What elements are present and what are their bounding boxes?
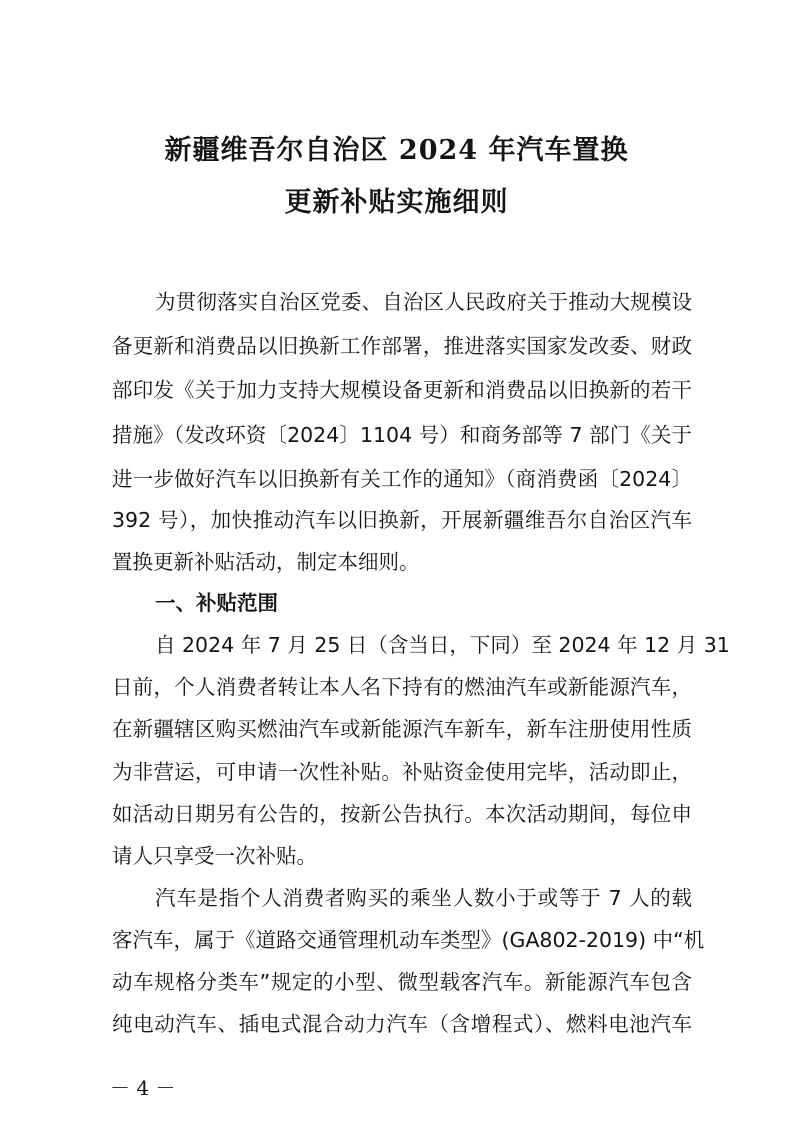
paragraph-2-line-4: 为非营运，可申请一次性补贴。补贴资金使用完毕，活动即止， <box>112 760 692 784</box>
paragraph-1-line-6: 392 号），加快推动汽车以旧换新，开展新疆维吾尔自治区汽车 <box>112 508 692 532</box>
paragraph-2-line-2: 日前，个人消费者转让本人名下持有的燃油汽车或新能源汽车， <box>112 675 692 699</box>
page-number: － 4 － <box>110 1076 176 1100</box>
paragraph-3-line-3: 动车规格分类车”规定的小型、微型载客汽车。新能源汽车包含 <box>112 970 692 994</box>
document-title-line-2: 更新补贴实施细则 <box>284 187 509 218</box>
paragraph-1-line-7: 置换更新补贴活动，制定本细则。 <box>112 550 420 574</box>
paragraph-2-line-1: 自 2024 年 7 月 25 日（含当日，下同）至 2024 年 12 月 31 <box>155 633 730 657</box>
paragraph-2-line-3: 在新疆辖区购买燃油汽车或新能源汽车新车，新车注册使用性质 <box>112 717 692 741</box>
section-heading-subsidy-scope: 一、补贴范围 <box>155 591 278 615</box>
paragraph-1-line-1: 为贯彻落实自治区党委、自治区人民政府关于推动大规模设 <box>155 290 692 314</box>
paragraph-1-line-3: 部印发《关于加力支持大规模设备更新和消费品以旧换新的若干 <box>112 378 692 402</box>
paragraph-1-line-5: 进一步做好汽车以旧换新有关工作的通知》（商消费函〔2024〕 <box>112 467 692 491</box>
paragraph-2-line-6: 请人只享受一次补贴。 <box>112 844 317 868</box>
paragraph-1-line-4: 措施》（发改环资〔2024〕1104 号）和商务部等 7 部门《关于 <box>112 423 692 447</box>
paragraph-3-line-1: 汽车是指个人消费者购买的乘坐人数小于或等于 7 人的载 <box>155 886 692 910</box>
paragraph-1-line-2: 备更新和消费品以旧换新工作部署，推进落实国家发改委、财政 <box>112 334 692 358</box>
paragraph-2-line-5: 如活动日期另有公告的，按新公告执行。本次活动期间，每位申 <box>112 802 692 826</box>
document-title-line-1: 新疆维吾尔自治区 2024 年汽车置换 <box>164 135 629 166</box>
paragraph-3-line-2: 客汽车，属于《道路交通管理机动车类型》(GA802-2019) 中“机 <box>112 928 705 952</box>
paragraph-3-line-4: 纯电动汽车、插电式混合动力汽车（含增程式）、燃料电池汽车 <box>112 1012 692 1036</box>
